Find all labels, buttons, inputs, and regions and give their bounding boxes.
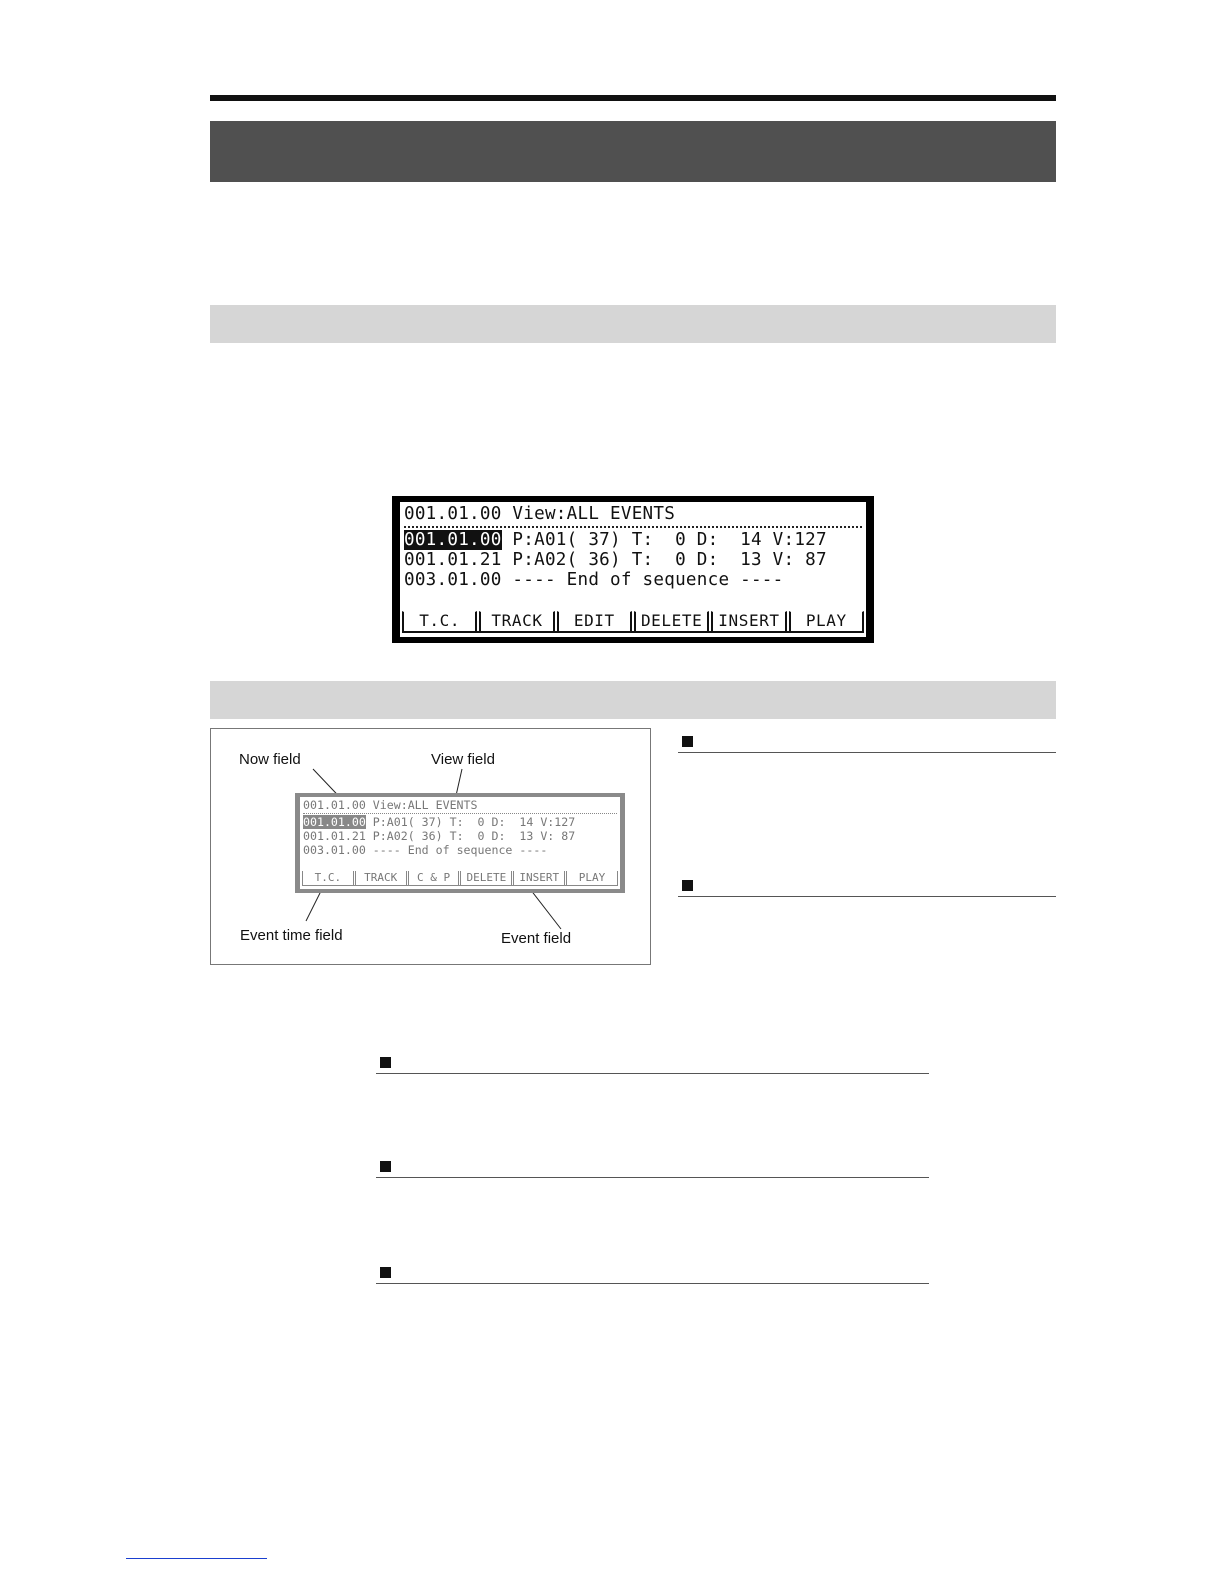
mini-tab: T.C. [302, 871, 354, 885]
subsection-heading [376, 1155, 929, 1178]
mini-lcd-separator [303, 813, 617, 814]
square-bullet-icon [682, 736, 693, 747]
mini-row-time: 001.01.21 [303, 829, 366, 843]
mini-row-event: P:A02( 36) T: 0 D: 13 V: 87 [365, 829, 576, 843]
footer-link-underline[interactable] [126, 1558, 267, 1559]
mini-lcd-header: 001.01.00 View:ALL EVENTS [303, 798, 478, 812]
mini-lcd-row [303, 829, 575, 843]
square-bullet-icon [682, 880, 693, 891]
lcd-row[interactable] [404, 530, 827, 550]
lcd-separator [404, 526, 862, 528]
subsection-heading [376, 1051, 929, 1074]
tab-edit[interactable]: EDIT [557, 611, 632, 631]
square-bullet-icon [380, 1161, 391, 1172]
event-field-label: Event field [501, 930, 572, 947]
lcd-row-time[interactable]: 001.01.00 [404, 530, 502, 550]
square-bullet-icon [380, 1267, 391, 1278]
tab-insert[interactable]: INSERT [711, 611, 786, 631]
tab-delete[interactable]: DELETE [634, 611, 709, 631]
mini-tab: C & P [408, 871, 460, 885]
mini-tab: INSERT [513, 871, 565, 885]
mini-tab: DELETE [460, 871, 512, 885]
subsection-heading [678, 874, 1056, 897]
mini-row-event: P:A01( 37) T: 0 D: 14 V:127 [365, 815, 576, 829]
subsection-heading [376, 1261, 929, 1284]
lcd-row-time[interactable]: 001.01.21 [404, 550, 502, 570]
lcd-row-time[interactable]: 003.01.00 [404, 570, 502, 590]
section-bar-1 [210, 305, 1056, 343]
subsection-heading [678, 730, 1056, 753]
section-bar-2 [210, 681, 1056, 719]
lcd-header: 001.01.00 View:ALL EVENTS [404, 504, 676, 524]
event-time-field-label: Event time field [240, 927, 343, 944]
tab-play[interactable]: PLAY [789, 611, 864, 631]
tab-track[interactable]: TRACK [479, 611, 554, 631]
square-bullet-icon [380, 1057, 391, 1068]
lcd-screen [392, 496, 874, 643]
mini-row-event: ---- End of sequence ---- [365, 843, 548, 857]
mini-lcd-row [303, 815, 575, 829]
mini-tab: TRACK [355, 871, 407, 885]
top-rule [210, 95, 1056, 101]
mini-row-time: 001.01.00 [303, 815, 366, 829]
field-diagram [210, 728, 651, 965]
lcd-tab-bar [402, 611, 864, 633]
lcd-row-event: P:A02( 36) T: 0 D: 13 V: 87 [501, 550, 827, 570]
view-field-label: View field [431, 751, 495, 768]
tab-tc[interactable]: T.C. [402, 611, 477, 631]
mini-row-time: 003.01.00 [303, 843, 366, 857]
mini-lcd-row [303, 843, 547, 857]
chapter-title-bar [210, 121, 1056, 182]
mini-tab: PLAY [566, 871, 618, 885]
lcd-row[interactable] [404, 550, 827, 570]
lcd-row[interactable] [404, 570, 784, 590]
lcd-row-event: P:A01( 37) T: 0 D: 14 V:127 [501, 530, 827, 550]
now-field-label: Now field [239, 751, 301, 768]
mini-tab-bar [302, 871, 618, 886]
lcd-row-event: ---- End of sequence ---- [501, 570, 784, 590]
mini-lcd-screen [295, 793, 625, 893]
